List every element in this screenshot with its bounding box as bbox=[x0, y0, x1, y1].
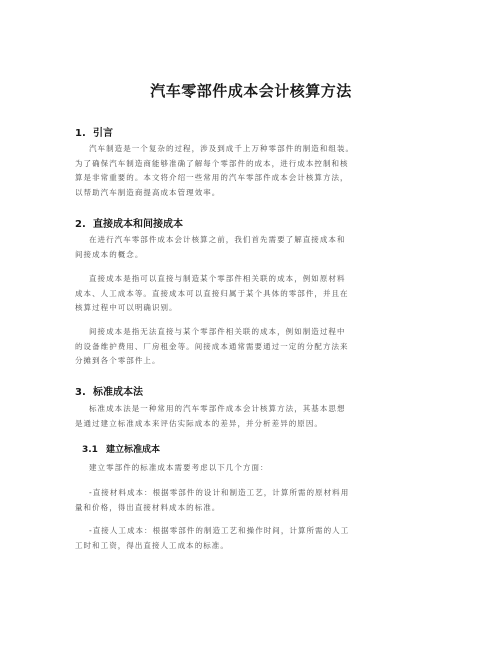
text-line: 在进行汽车零部件成本会计核算之前，我们首先需要了解直接成本和 bbox=[89, 235, 346, 244]
paragraph bbox=[75, 524, 435, 553]
text-line: -直接材料成本：根据零部件的设计和制造工艺，计算所需的原材料用 bbox=[89, 488, 350, 497]
text-line: -直接人工成本：根据零部件的制造工艺和操作时间，计算所需的人工 bbox=[89, 526, 350, 535]
paragraph bbox=[75, 325, 435, 369]
text-line: 为了确保汽车制造商能够准确了解每个零部件的成本，进行成本控制和核 bbox=[75, 158, 349, 168]
text-line: 量和价格，得出直接材料成本的标准。 bbox=[75, 502, 221, 512]
text-line: 分摊到各个零部件上。 bbox=[75, 356, 161, 365]
section-title: 引言 bbox=[93, 128, 113, 139]
section-title: 直接成本和间接成本 bbox=[93, 219, 183, 230]
section-heading-standard-cost bbox=[75, 383, 143, 398]
section-title: 标准成本法 bbox=[93, 387, 143, 398]
text-line: 汽车制造是一个复杂的过程，涉及到成千上万种零部件的制造和组装。 bbox=[89, 144, 355, 153]
text-line: 核算过程中可以明确识别。 bbox=[75, 303, 178, 312]
text-line: 直接成本是指可以直接与制造某个零部件相关联的成本，例如原材料 bbox=[89, 274, 346, 283]
section-heading-direct-indirect-cost bbox=[75, 215, 183, 230]
paragraph bbox=[75, 272, 435, 316]
text-line: 是通过建立标准成本来评估实际成本的差异，并分析差异的原因。 bbox=[75, 418, 323, 428]
paragraph bbox=[75, 402, 435, 431]
text-line: 建立零部件的标准成本需要考虑以下几个方面： bbox=[89, 463, 269, 472]
text-line: 间接成本的概念。 bbox=[75, 249, 144, 259]
paragraph bbox=[75, 486, 435, 515]
subsection-heading-establish-standard-cost bbox=[82, 442, 160, 455]
paragraph bbox=[75, 142, 435, 200]
text-line: 标准成本法是一种常用的汽车零部件成本会计核算方法，其基本思想 bbox=[89, 404, 346, 413]
section-heading-introduction bbox=[75, 124, 113, 139]
section-number: 3. bbox=[75, 387, 86, 398]
section-number: 1. bbox=[75, 128, 86, 139]
section-number: 2. bbox=[75, 219, 86, 230]
document-title: 汽车零部件成本会计核算方法 bbox=[150, 82, 352, 100]
text-line: 工时和工资，得出直接人工成本的标准。 bbox=[75, 540, 229, 550]
paragraph bbox=[75, 461, 435, 476]
subsection-title: 建立标准成本 bbox=[106, 445, 161, 455]
paragraph bbox=[75, 233, 435, 262]
text-line: 成本、人工成本等。直接成本可以直接归属于某个具体的零部件，并且在 bbox=[75, 288, 349, 298]
text-line: 间接成本是指无法直接与某个零部件相关联的成本，例如制造过程中 bbox=[89, 327, 346, 336]
text-line: 以帮助汽车制造商提高成本管理效率。 bbox=[75, 187, 221, 197]
text-line: 算是非常重要的。本文将介绍一些常用的汽车零部件成本会计核算方法， bbox=[75, 173, 349, 182]
text-line: 的设备维护费用、厂房租金等。间接成本通常需要通过一定的分配方法来 bbox=[75, 341, 349, 351]
subsection-number: 3.1 bbox=[82, 445, 98, 455]
